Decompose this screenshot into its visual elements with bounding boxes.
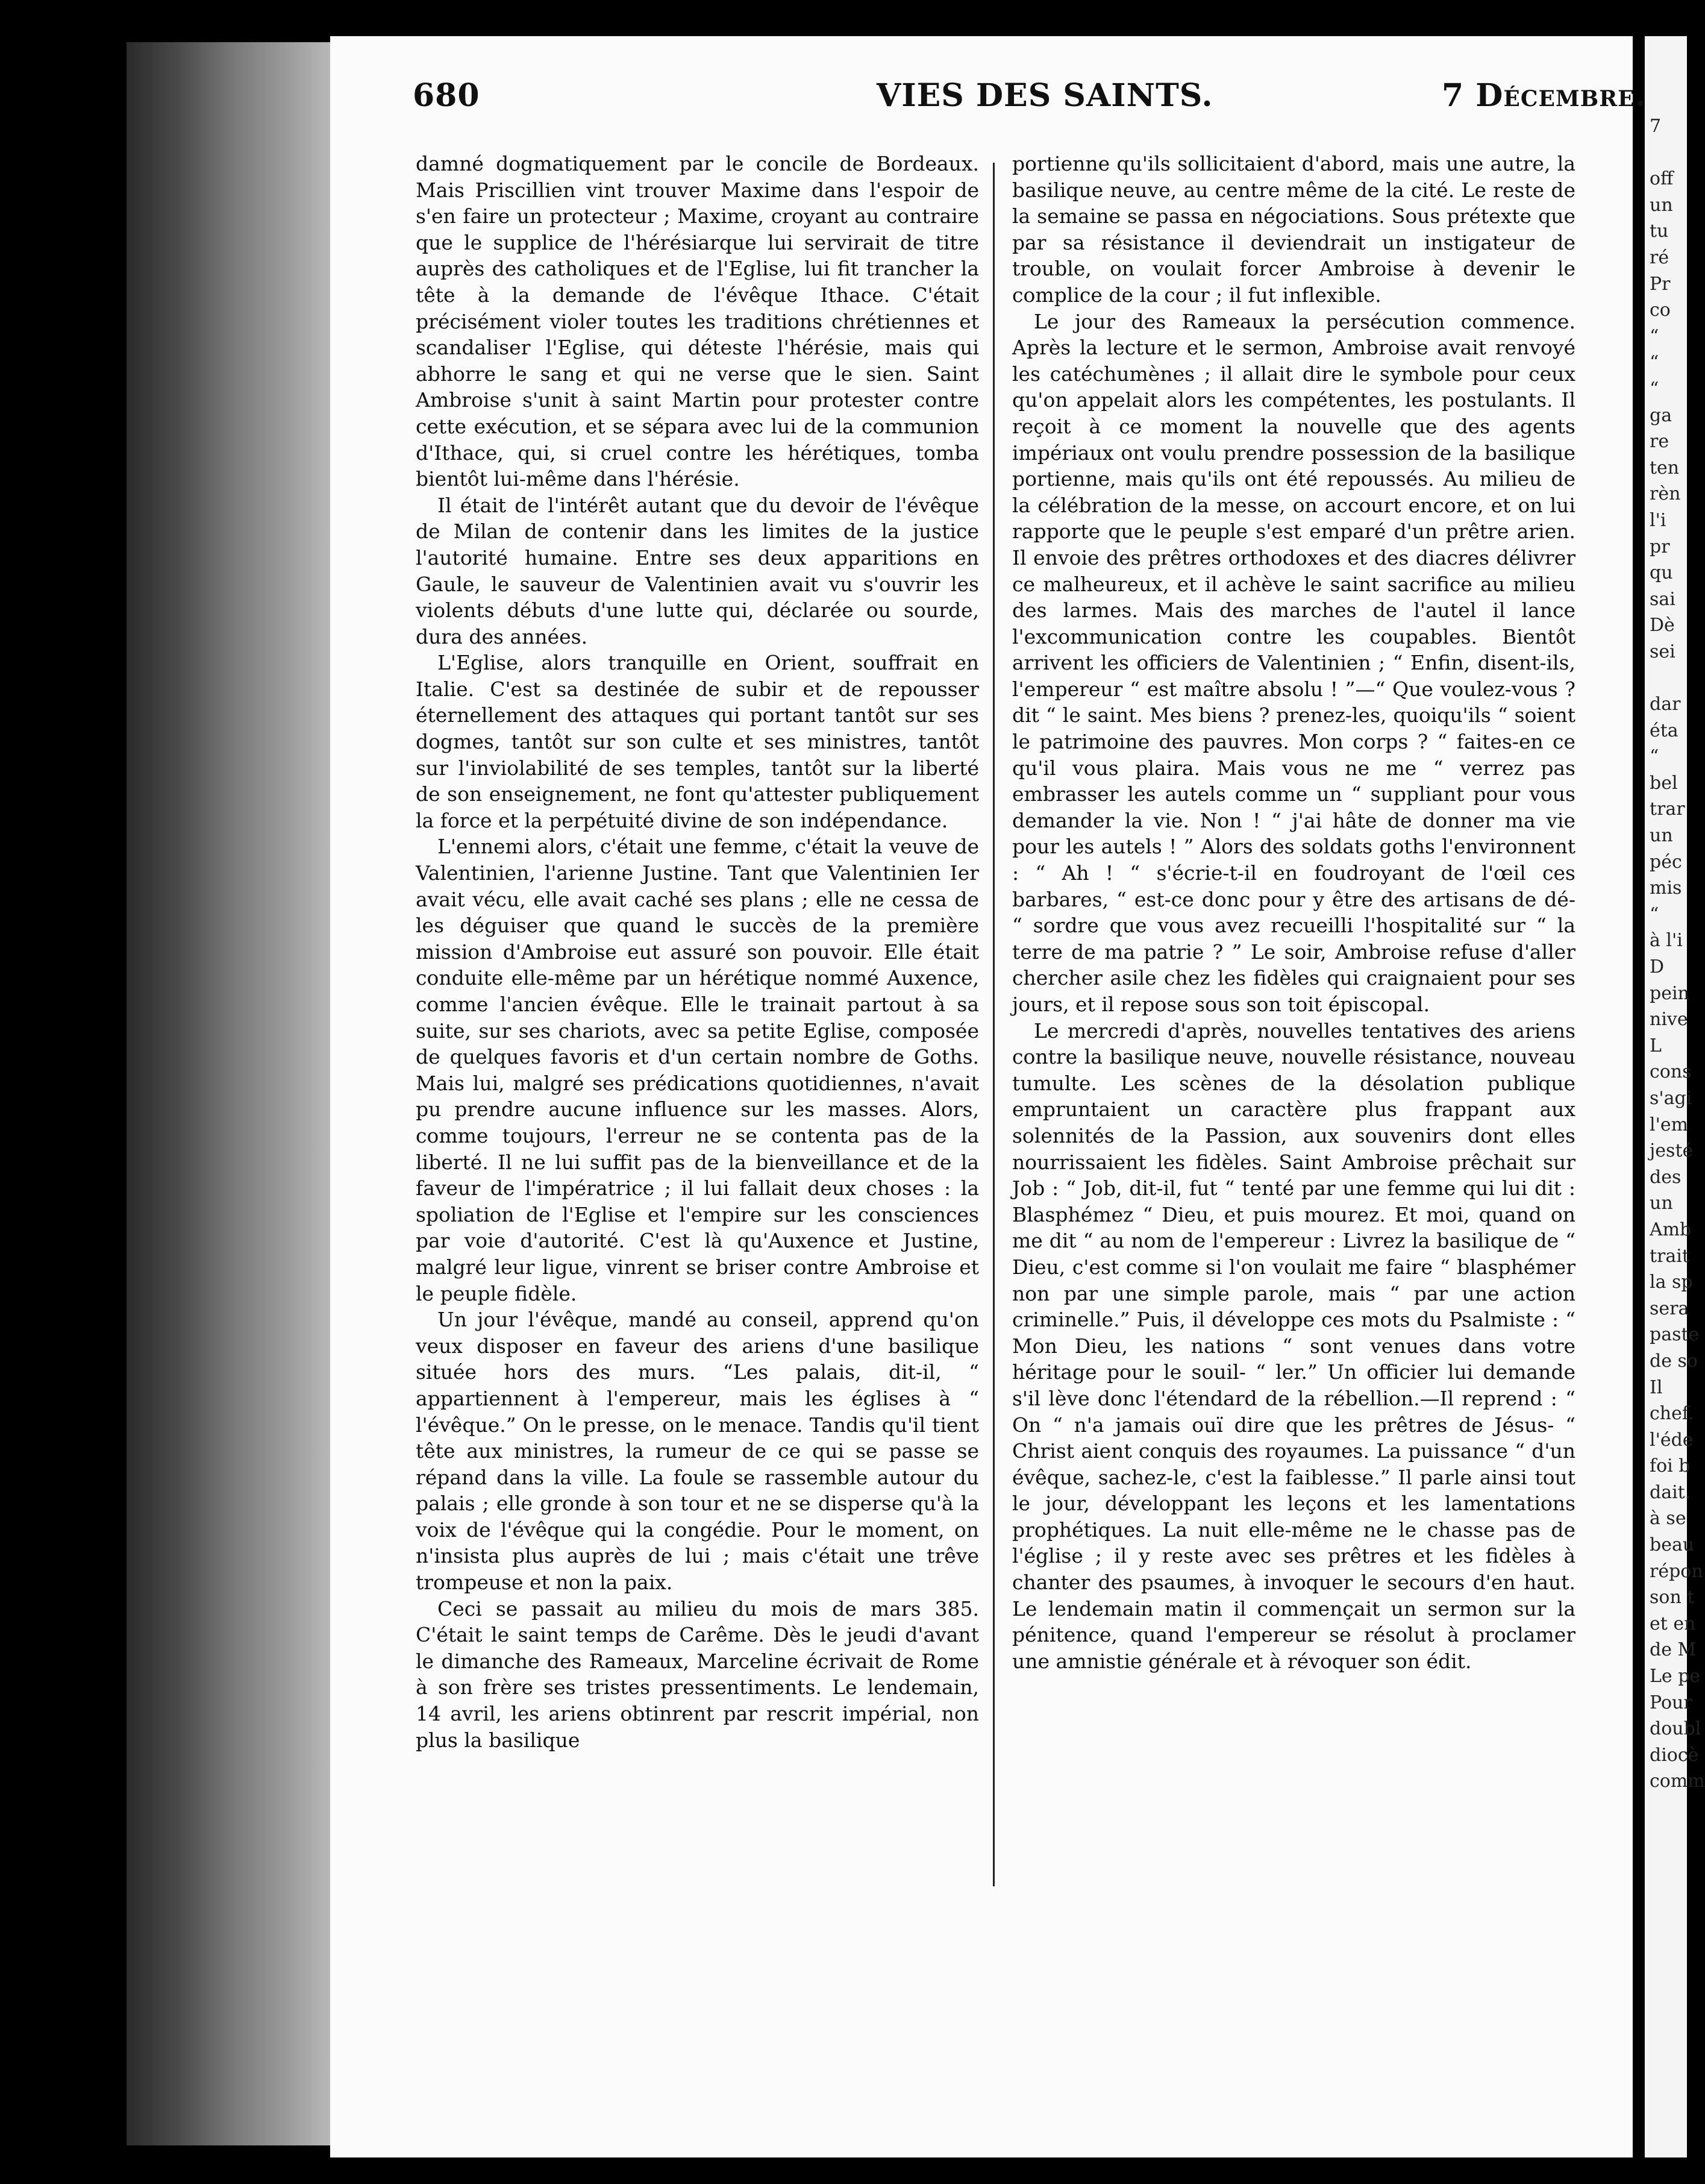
paragraph: Le mercredi d'après, nouvelles tentatives des ariens contre la basilique neuve, nouvelle résistance, nouveau tumulte. Les scènes de la désolation publique empruntaient un caractère plus frappant aux solennités de la Passion, aux souvenirs dont elles nourrissaient les fidèles. Saint Ambroise prêchait sur Job : “ Job, dit-il, fut “ tenté par une femme qui lui dit : Blasphémez “ Dieu, et puis mourez. Et moi, quand on me dit “ au nom de l'empereur : Livrez la basilique de “ Dieu, c'est comme si l'on voulait me faire “ blasphémer non par une simple parole, mais “ par une action criminelle.” Puis, il développe ces mots du Psalmiste : “ Mon Dieu, les nations “ sont venues dans votre héritage pour le souil- “ ler.” Un officier lui demande s'il lève donc l'étendard de la rébellion.—Il reprend : “ On “ n'a jamais ouï dire que les prêtres de Jésus- “ Christ aient conquis des royaumes. La puissance “ d'un évêque, sachez-le, c'est la faiblesse.” Il parle ainsi tout le jour, développant les leçons et les lamentations prophétiques. La nuit elle-même ne le chasse pas de l'église ; il y reste avec ses prêtres et les fidèles à chanter des psaumes, à invoquer le secours d'en haut. Le lendemain matin il commençait un sermon sur la pénitence, quand l'empereur se résolut à proclamer une amnistie générale et à révoquer son édit. bbox=[1012, 1018, 1575, 1673]
paragraph: Un jour l'évêque, mandé au conseil, apprend qu'on veux disposer en faveur des ariens d'une basilique située hors des murs. “Les palais, dit-il, “ appartiennent à l'empereur, mais les églises à “ l'évêque.” On le presse, on le menace. Tandis qu'il tient tête aux ministres, la rumeur de ce qui se passe se répand dans la ville. La foule se rassemble autour du palais ; elle gronde à son tour et ne se disperse qu'à la voix de l'évêque qui la congédie. Pour le moment, on n'insista plus auprès de lui ; mais c'était une trêve trompeuse et non la paix. bbox=[416, 1308, 979, 1595]
page-number: 680 bbox=[413, 77, 480, 114]
left-text-column bbox=[416, 151, 979, 1753]
adjacent-page-text: 7 off un tu ré Pr co “ “ “ ga re ten rèn l'i pr qu sai Dè sei dar éta “ bel trar un péc mis “ à l'i D pein nive L cons s'agi l'em jesté des un Amb trait la sp sera paste de so Il chef. l'éde foi b dait. à se beau répon son t et en de M Le pe Pour doubl diocè comm bbox=[1650, 116, 1705, 1792]
paragraph: Ceci se passait au milieu du mois de mars 385. C'était le saint temps de Carême. Dès le jeudi d'avant le dimanche des Rameaux, Marceline écrivait de Rome à son frère ses tristes pressentiments. Le lendemain, 14 avril, les ariens obtinrent par rescrit impérial, non plus la basilique bbox=[416, 1596, 979, 1752]
book-spine bbox=[127, 42, 337, 2145]
paragraph: Il était de l'intérêt autant que du devoir de l'évêque de Milan de contenir dans les limites de la justice l'autorité humaine. Entre ses deux apparitions en Gaule, le sauveur de Valentinien avait vu s'ouvrir les violents débuts d'une lutte qui, déclarée ou sourde, dura des années. bbox=[416, 493, 979, 648]
page-date: 7 Décembre. bbox=[1442, 77, 1647, 114]
running-title: VIES DES SAINTS. bbox=[877, 77, 1213, 114]
paragraph: Le jour des Rameaux la persécution commence. Après la lecture et le sermon, Ambroise avait renvoyé les catéchumènes ; il allait dire le symbole pour ceux qu'on appelait alors les compétentes, les postulants. Il reçoit à ce moment la nouvelle que des agents impériaux ont voulu prendre possession de la basilique portienne, mais qu'ils ont été repoussés. Au milieu de la célébration de la messe, on accourt encore, et on lui rapporte que le peuple s'est emparé d'un prêtre arien. Il envoie des prêtres orthodoxes et des diacres délivrer ce malheureux, et il achève le saint sacrifice au milieu des larmes. Mais des marches de l'autel il lance l'excommunication contre les coupables. Bientôt arrivent les officiers de Valentinien ; “ Enfin, disent-ils, l'empereur “ est maître absolu ! ”—“ Que voulez-vous ? dit “ le saint. Mes biens ? prenez-les, quoiqu'ils “ soient le patrimoine des pauvres. Mon corps ? “ faites-en ce qu'il vous plaira. Mais vous ne me “ verrez pas embrasser les autels comme un “ suppliant pour vous demander la vie. Non ! “ j'ai hâte de donner ma vie pour les autels ! ” Alors des soldats goths l'environnent : “ Ah ! “ s'écrie-t-il en foudroyant de l'œil ces barbares, “ est-ce donc pour y être des artisans de dé- “ sordre que vous avez recueilli l'hospitalité sur “ la terre de ma patrie ? ” Le soir, Ambroise refuse d'aller chercher asile chez les fidèles qui craignaient pour ses jours, et il repose sous son toit épiscopal. bbox=[1012, 309, 1575, 1016]
adjacent-page-edge bbox=[1645, 36, 1705, 2157]
paragraph: L'ennemi alors, c'était une femme, c'était la veuve de Valentinien, l'arienne Justine. Tant que Valentinien Ier avait vécu, elle avait caché ses plans ; elle ne cessa de les déguiser que quand le succès de la première mission d'Ambroise eut assuré son pouvoir. Elle était conduite elle-même par un hérétique nommé Auxence, comme l'ancien évêque. Elle le trainait partout à sa suite, sur ses chariots, avec sa petite Eglise, composée de quelques favoris et d'un certain nombre de Goths. Mais lui, malgré ses prédications quotidiennes, n'avait pu prendre aucune influence sur les masses. Alors, comme toujours, l'erreur ne se contenta pas de la liberté. Il ne lui suffit pas de la bienveillance et de la faveur de l'impératrice ; il lui fallait deux choses : la spoliation de l'Eglise et l'empire sur les consciences par voie d'autorité. C'est là qu'Auxence et Justine, malgré leur ligue, vinrent se briser contre Ambroise et le peuple fidèle. bbox=[416, 835, 979, 1305]
paragraph: damné dogmatiquement par le concile de Bordeaux. Mais Priscillien vint trouver Maxime dans l'espoir de s'en faire un protecteur ; Maxime, croyant au contraire que le supplice de l'hérésiarque lui servirait de titre auprès des catholiques et de l'Eglise, lui fit trancher la tête à la demande de l'évêque Ithace. C'était précisément violer toutes les traditions chrétiennes et scandaliser l'Eglise, qui déteste l'hérésie, mais qui abhorre le sang et qui ne verse que le sien. Saint Ambroise s'unit à saint Martin pour protester contre cette exécution, et se sépara avec lui de la communion d'Ithace, qui, si cruel contre les hérétiques, tomba bientôt lui-même dans l'hérésie. bbox=[416, 152, 979, 491]
paragraph: L'Eglise, alors tranquille en Orient, souffrait en Italie. C'est sa destinée de subir et de repousser éternellement des attaques qui portant tantôt sur ses dogmes, tantôt sur son culte et ses ministres, tantôt sur l'inviolabilité de ses temples, tantôt sur la liberté de son enseignement, ne font qu'attester publiquement la force et la perpétuité divine de son indépendance. bbox=[416, 651, 979, 832]
right-text-column bbox=[1012, 151, 1575, 1674]
paragraph: portienne qu'ils sollicitaient d'abord, mais une autre, la basilique neuve, au centre même de la cité. Le reste de la semaine se passa en négociations. Sous prétexte que par sa résistance il deviendrait un instigateur de trouble, on voulait forcer Ambroise à devenir le complice de la cour ; il fut inflexible. bbox=[1012, 152, 1575, 307]
column-divider bbox=[993, 163, 995, 1886]
